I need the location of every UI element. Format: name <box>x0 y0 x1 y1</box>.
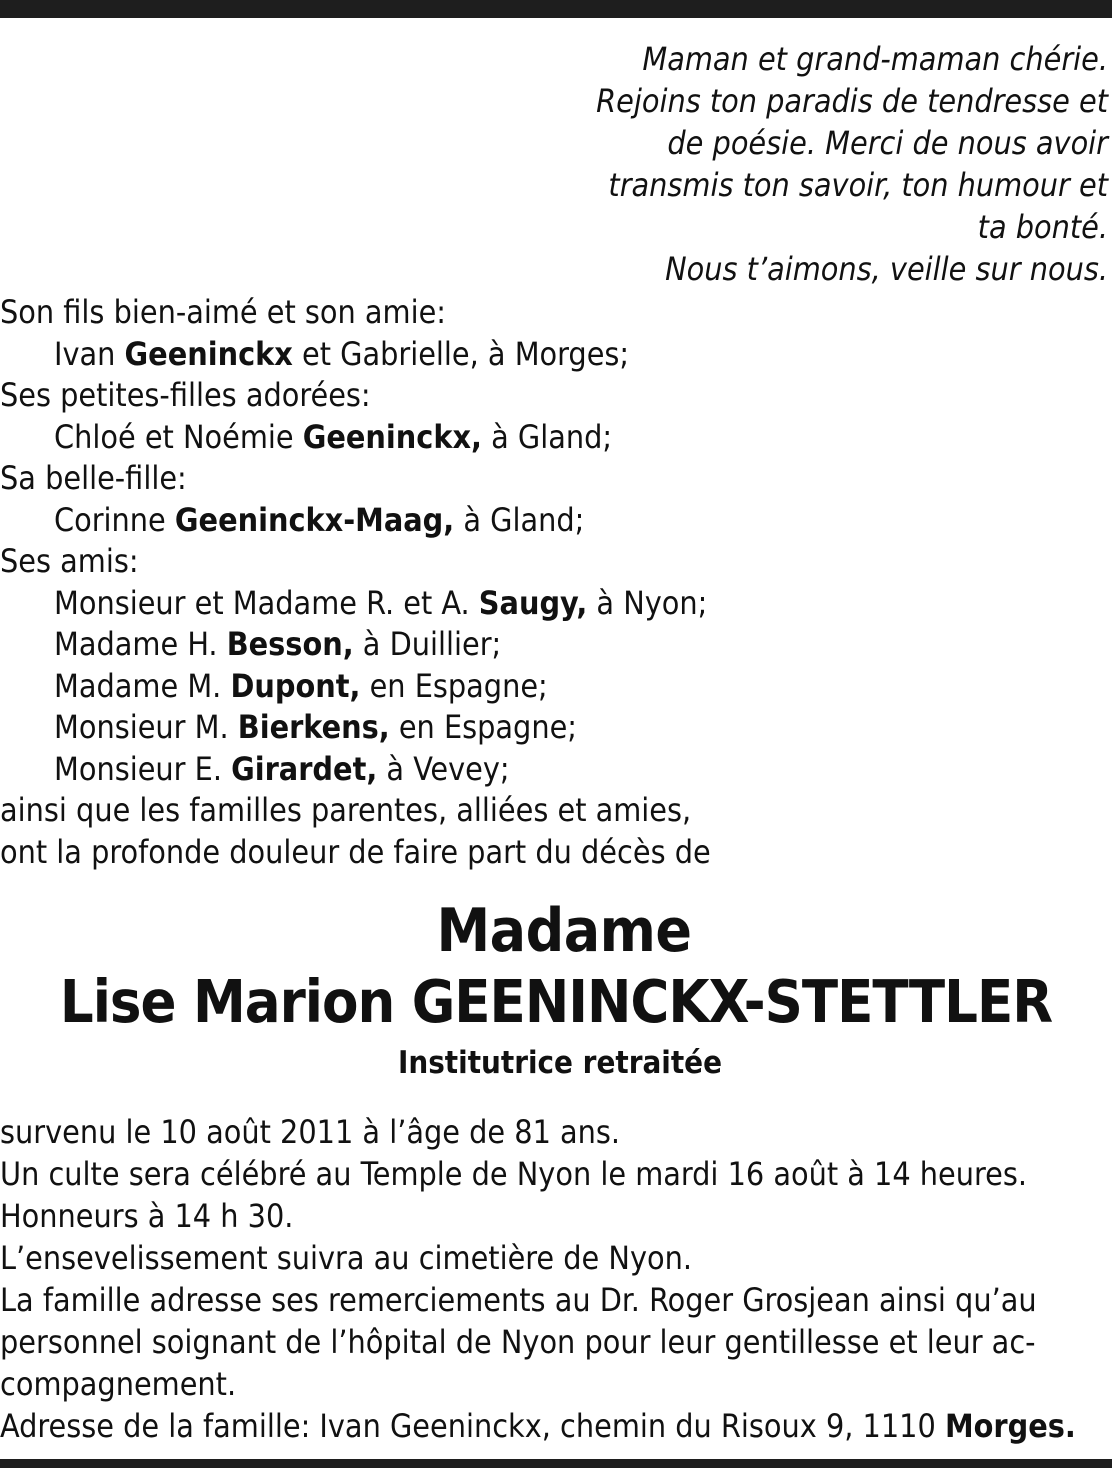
son-heading: Son fils bien-aimé et son amie: <box>0 293 446 331</box>
friend-surname: Besson, <box>226 625 354 663</box>
poem-line: Maman et grand-maman chérie. <box>642 40 1108 78</box>
family-list <box>0 292 1100 873</box>
service-line: Un culte sera célébré au Temple de Nyon le mardi 16 août à 14 heures. <box>0 1155 1027 1193</box>
friend-entry: Madame M. Dupont, en Espagne; <box>54 666 548 705</box>
poem-line: Rejoins ton paradis de tendresse et <box>596 82 1108 120</box>
friend-surname: Saugy, <box>478 583 588 622</box>
address-line: Adresse de la famille: Ivan Geeninckx, chemin du Risoux 9, 1110 Morges. <box>0 1407 1076 1445</box>
friend-entry: Madame H. Besson, à Duillier; <box>54 625 502 663</box>
daughter-in-law-heading: Sa belle-fille: <box>0 459 187 497</box>
friend-surname: Bierkens, <box>237 708 390 746</box>
deceased-profession: Institutrice retraitée <box>397 1045 723 1081</box>
poem-line: transmis ton savoir, ton humour et <box>608 166 1108 204</box>
granddaughters-heading: Ses petites-filles adorées: <box>0 376 371 414</box>
closing-line: ont la profonde douleur de faire part du décès de <box>0 832 711 871</box>
honours-line: Honneurs à 14 h 30. <box>0 1197 294 1235</box>
death-line: survenu le 10 août 2011 à l’âge de 81 ans. <box>0 1113 621 1151</box>
family-entry: Chloé et Noémie Geeninckx, à Gland; <box>54 417 613 456</box>
bottom-rule <box>0 1459 1112 1468</box>
friend-entry: Monsieur E. Girardet, à Vevey; <box>54 749 510 788</box>
burial-line: L’ensevelissement suivra au cimetière de Nyon. <box>0 1239 692 1277</box>
thanks-line: personnel soignant de l’hôpital de Nyon pour leur gentillesse et leur ac- <box>0 1323 1036 1361</box>
family-surname: Geeninckx <box>124 334 293 373</box>
friend-entry: Monsieur M. Bierkens, en Espagne; <box>54 708 577 746</box>
dedication-poem <box>548 38 1108 290</box>
friend-entry: Monsieur et Madame R. et A. Saugy, à Nyon; <box>54 583 708 622</box>
deceased-name: Lise Marion GEENINCKX-STETTLER <box>59 967 1053 1036</box>
poem-line: Nous t’aimons, veille sur nous. <box>665 250 1108 288</box>
poem-line: ta bonté. <box>977 208 1108 246</box>
thanks-line: compagnement. <box>0 1365 237 1403</box>
thanks-line: La famille adresse ses remerciements au Dr. Roger Grosjean ainsi qu’au <box>0 1281 1037 1319</box>
family-entry: Ivan Geeninckx et Gabrielle, à Morges; <box>54 334 630 373</box>
poem-line: de poésie. Merci de nous avoir <box>667 124 1108 162</box>
friend-surname: Girardet, <box>231 749 378 788</box>
funeral-details <box>0 1111 1110 1447</box>
deceased-title: Madame <box>436 896 692 966</box>
top-rule <box>0 0 1112 18</box>
deceased-announcement <box>0 895 1112 1083</box>
family-entry: Corinne Geeninckx-Maag, à Gland; <box>54 500 585 539</box>
friends-heading: Ses amis: <box>0 542 139 580</box>
closing-line: ainsi que les familles parentes, alliées et amies, <box>0 791 692 829</box>
family-surname: Geeninckx, <box>302 417 482 456</box>
address-city: Morges. <box>944 1407 1076 1445</box>
family-surname: Geeninckx-Maag, <box>174 500 455 539</box>
friend-surname: Dupont, <box>230 666 361 705</box>
